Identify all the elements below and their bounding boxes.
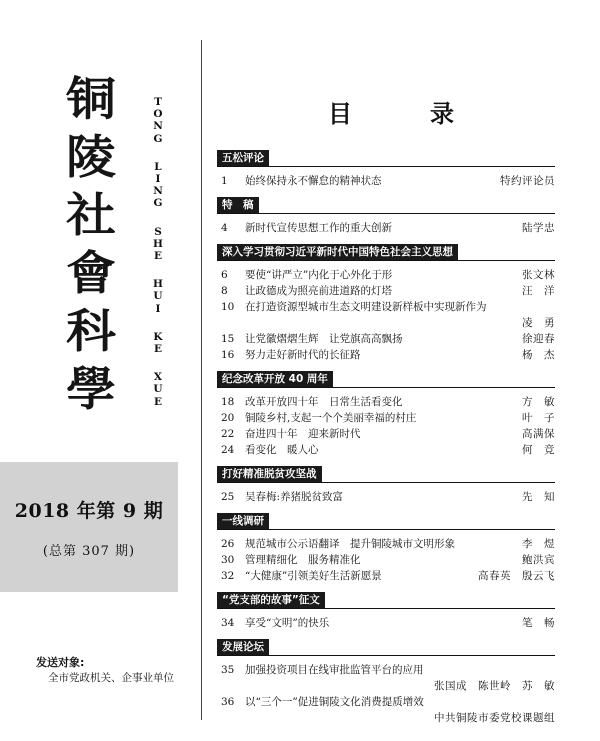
entry-page-number: 10 <box>221 301 235 313</box>
toc-entry[interactable] <box>217 299 555 315</box>
toc-heading-char: 录 <box>430 100 454 128</box>
section-header <box>217 466 555 483</box>
entry-author: 凌 勇 <box>522 317 555 329</box>
entry-title: 加强投资项目在线审批监管平台的应用 <box>245 664 424 676</box>
toc-entry[interactable] <box>217 267 555 283</box>
entry-title: 奋进四十年 迎来新时代 <box>245 428 361 440</box>
entry-author: 叶 子 <box>522 412 555 424</box>
masthead-char: 铜 <box>66 72 116 126</box>
pinyin-word: S H E <box>153 225 163 263</box>
entry-page-number: 25 <box>221 491 235 503</box>
entry-page-number: 4 <box>221 222 228 234</box>
pinyin-word: H U I <box>153 278 163 315</box>
entry-page-number: 18 <box>221 396 235 408</box>
toc-entry[interactable] <box>217 694 555 710</box>
entry-title: 规范城市公示语翻译 提升铜陵城市文明形象 <box>245 538 455 550</box>
section-header <box>217 639 555 656</box>
entry-page-number: 16 <box>221 349 235 361</box>
toc-entry[interactable] <box>217 426 555 442</box>
toc-entry[interactable] <box>217 173 555 189</box>
toc-entry[interactable] <box>217 394 555 410</box>
toc-heading-char: 目 <box>328 100 352 128</box>
entry-page-number: 24 <box>221 444 235 456</box>
entry-title: 始终保持永不懈怠的精神状态 <box>245 175 382 187</box>
toc-entry[interactable] <box>217 615 555 631</box>
entry-page-number: 35 <box>221 664 235 676</box>
entry-author: 先 知 <box>522 491 555 503</box>
entry-page-number: 20 <box>221 412 235 424</box>
entry-author: 汪 洋 <box>522 285 555 297</box>
masthead-calligraphy <box>53 70 129 418</box>
pinyin-word: T O N G <box>153 96 163 145</box>
section-label: 打好精准脱贫攻坚战 <box>217 466 322 482</box>
distribution-value: 全市党政机关、企事业单位 <box>48 672 174 684</box>
toc-entry[interactable] <box>217 536 555 552</box>
pinyin-word: K E <box>153 330 163 356</box>
section-label: 发展论坛 <box>217 639 269 655</box>
entry-author: 高满保 <box>522 428 555 440</box>
entry-title: 吴春梅:养猪脱贫致富 <box>245 491 344 503</box>
masthead-char: 陵 <box>66 130 116 184</box>
masthead-char: 科 <box>66 304 116 358</box>
toc-entry[interactable] <box>217 662 555 678</box>
entry-title: 让政德成为照亮前进道路的灯塔 <box>245 285 392 297</box>
section-header <box>217 513 555 530</box>
entry-title: 享受“文明”的快乐 <box>245 617 330 629</box>
entry-page-number: 30 <box>221 554 235 566</box>
entry-page-number: 1 <box>221 175 228 187</box>
section-label: “党支部的故事”征文 <box>217 592 325 608</box>
toc-heading <box>328 94 454 129</box>
entry-title: 铜陵乡村,支起一个个美丽幸福的村庄 <box>245 412 417 424</box>
section-header <box>217 150 555 167</box>
issue-panel <box>0 462 178 592</box>
entry-title: 看变化 暖人心 <box>245 444 319 456</box>
section-label: 纪念改革开放 40 周年 <box>217 371 333 387</box>
toc-entry[interactable] <box>217 331 555 347</box>
entry-title: 在打造资源型城市生态文明建设新样板中实现新作为 <box>245 301 487 313</box>
section-header <box>217 371 555 388</box>
entry-title: 让党徽熠熠生辉 让党旗高高飘扬 <box>245 333 403 345</box>
masthead-char: 會 <box>66 246 116 300</box>
entry-title: “大健康”引领美好生活新愿景 <box>245 570 382 582</box>
entry-page-number: 6 <box>221 269 228 281</box>
toc-entry[interactable] <box>217 347 555 363</box>
entry-title: 改革开放四十年 日常生活看变化 <box>245 396 403 408</box>
toc-entry[interactable] <box>217 283 555 299</box>
section-label: 特 稿 <box>217 197 259 213</box>
entry-title: 新时代宣传思想工作的重大创新 <box>245 222 392 234</box>
entry-author: 方 敏 <box>522 396 555 408</box>
entry-author: 张文林 <box>522 269 555 281</box>
entry-title: 以“三个一”促进铜陵文化消费提质增效 <box>245 696 424 708</box>
section-label: 深入学习贯彻习近平新时代中国特色社会主义思想 <box>217 244 458 260</box>
toc-entry[interactable] <box>217 552 555 568</box>
entry-title: 要使“讲严立”内化于心外化于形 <box>245 269 393 281</box>
entry-author: 何 竞 <box>522 444 555 456</box>
masthead-pinyin <box>150 96 166 424</box>
entry-author: 张国成 陈世岭 苏 敏 <box>434 680 555 692</box>
entry-page-number: 34 <box>221 617 235 629</box>
pinyin-word: X U E <box>153 371 163 408</box>
toc-entry[interactable] <box>217 568 555 584</box>
entry-title: 管理精细化 服务精准化 <box>245 554 361 566</box>
toc-entry[interactable] <box>217 710 555 726</box>
entry-page-number: 36 <box>221 696 235 708</box>
entry-page-number: 32 <box>221 570 235 582</box>
section-header <box>217 592 555 609</box>
section-label: 五松评论 <box>217 150 269 166</box>
toc-entry[interactable] <box>217 220 555 236</box>
issue-total-number: (总第 307 期) <box>42 544 136 559</box>
entry-page-number: 26 <box>221 538 235 550</box>
entry-author: 徐迎春 <box>522 333 555 345</box>
toc-entry[interactable] <box>217 442 555 458</box>
entry-author: 特约评论员 <box>500 175 555 187</box>
toc-entry[interactable] <box>217 678 555 694</box>
masthead-char: 社 <box>66 188 116 242</box>
masthead-char: 學 <box>66 362 116 416</box>
table-of-contents <box>217 150 555 734</box>
issue-title: 2018 年第 9 期 <box>14 500 164 522</box>
entry-author: 笔 畅 <box>522 617 555 629</box>
column-divider <box>201 40 202 720</box>
entry-author: 杨 杰 <box>522 349 555 361</box>
entry-author: 中共铜陵市委党校课题组 <box>434 712 555 724</box>
entry-page-number: 8 <box>221 285 228 297</box>
toc-entry[interactable] <box>217 410 555 426</box>
entry-title: 努力走好新时代的长征路 <box>245 349 361 361</box>
entry-page-number: 15 <box>221 333 235 345</box>
toc-entry[interactable] <box>217 315 555 331</box>
section-header <box>217 244 555 261</box>
section-header <box>217 197 555 214</box>
entry-page-number: 22 <box>221 428 235 440</box>
entry-author: 李 煜 <box>522 538 555 550</box>
toc-entry[interactable] <box>217 489 555 505</box>
pinyin-word: L I N G <box>153 160 163 210</box>
distribution-label: 发送对象: <box>36 656 85 669</box>
section-label: 一线调研 <box>217 513 269 529</box>
entry-author: 陆学忠 <box>522 222 555 234</box>
entry-author: 高春英 殷云飞 <box>478 570 555 582</box>
entry-author: 鲍洪宾 <box>522 554 555 566</box>
